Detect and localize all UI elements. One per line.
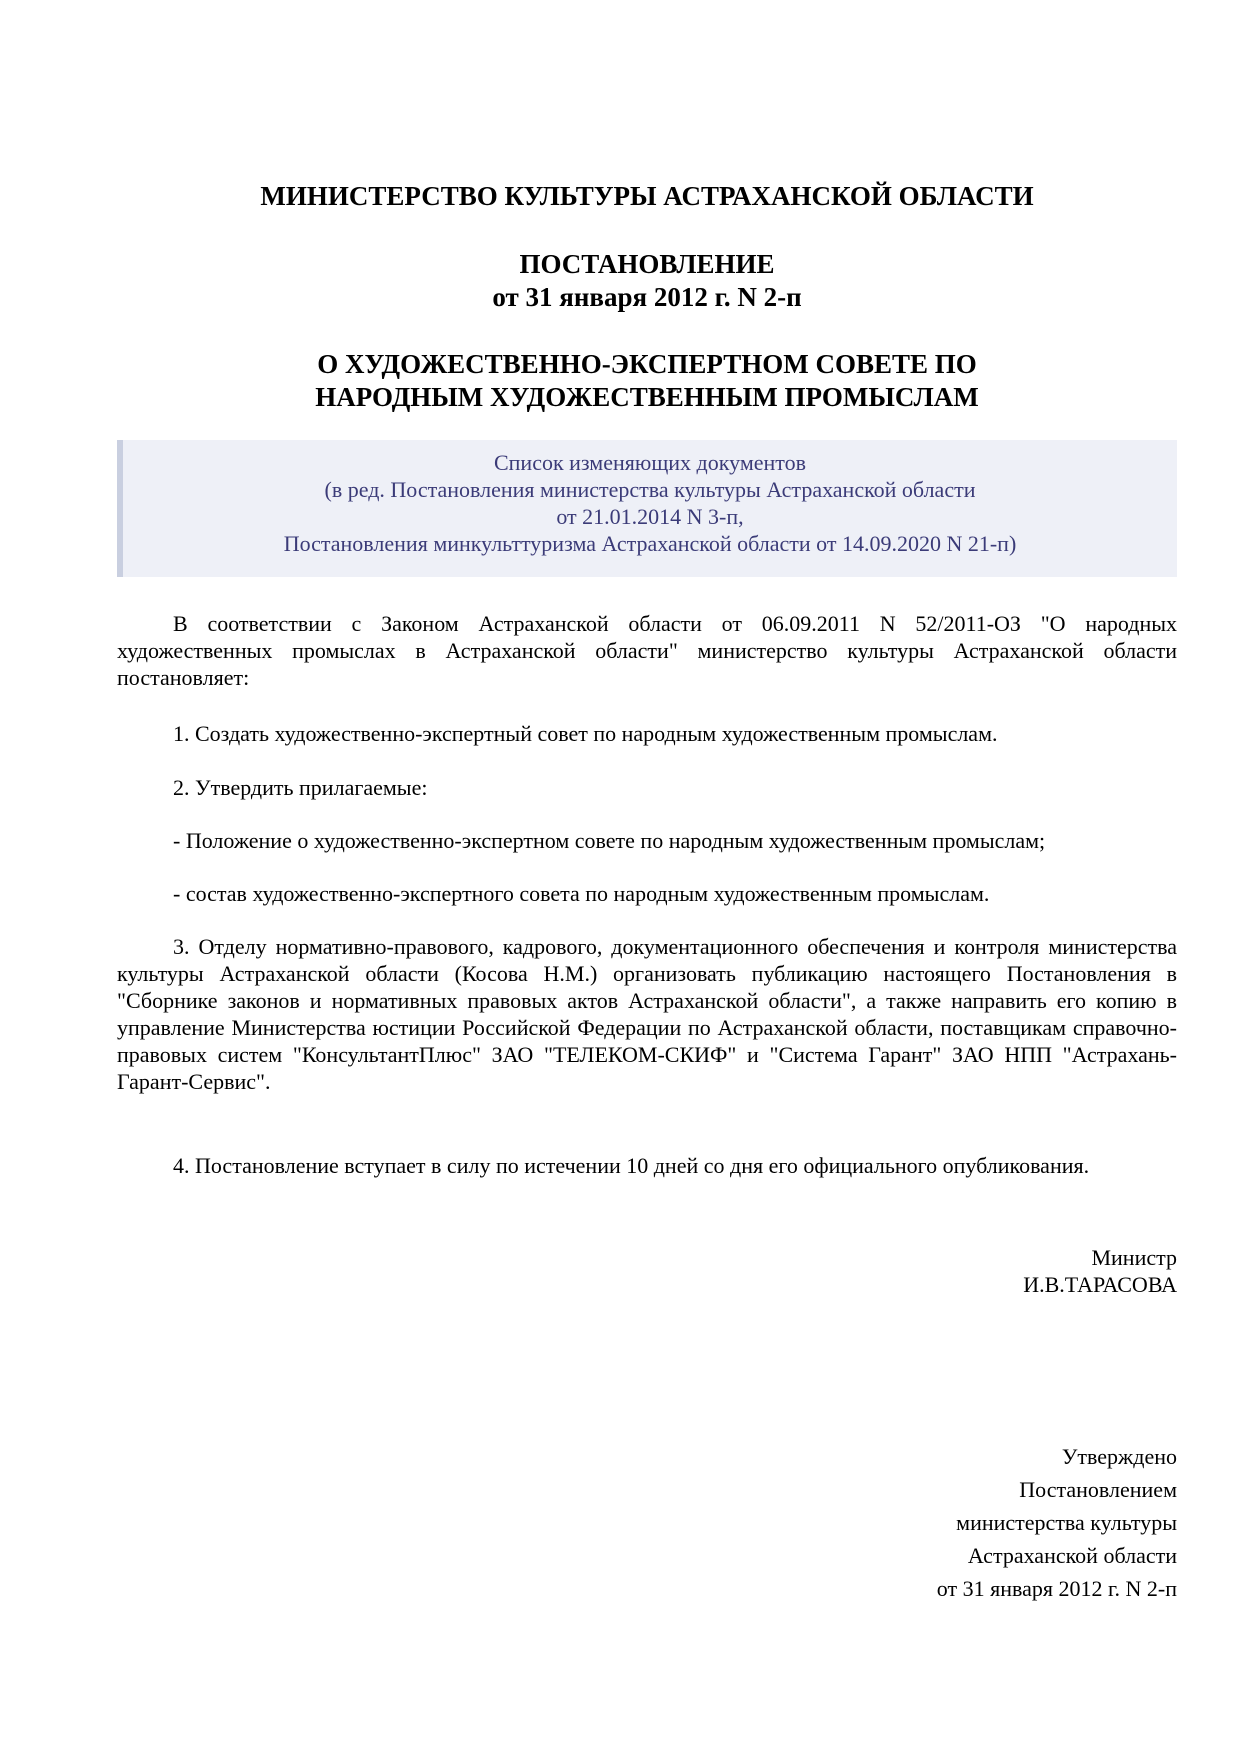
- signatory-position: Министр: [1091, 1245, 1177, 1270]
- clause-4: 4. Постановление вступает в силу по истечении 10 дней со дня его официального опубликования.: [173, 1153, 1090, 1178]
- approval-line-1: Утверждено: [1061, 1444, 1177, 1469]
- act-title-line-1: О ХУДОЖЕСТВЕННО-ЭКСПЕРТНОМ СОВЕТЕ ПО: [317, 349, 977, 379]
- amendments-line-2: от 21.01.2014 N 3-п,: [556, 504, 744, 529]
- ministry-heading: [117, 180, 1177, 213]
- act-title-line-2: НАРОДНЫМ ХУДОЖЕСТВЕННЫМ ПРОМЫСЛАМ: [315, 382, 979, 412]
- preamble-paragraph: В соответствии с Законом Астраханской области от 06.09.2011 N 52/2011-ОЗ "О народных художественных промыслах в Астраханской области" министерство культуры Астраханской области постановляет:: [117, 611, 1177, 690]
- amendments-line-1: (в ред. Постановления министерства культуры Астраханской области: [324, 477, 976, 502]
- clause-3: 3. Отделу нормативно-правового, кадрового, документационного обеспечения и контроля министерства культуры Астраханской области (Косова Н.М.) организовать публикацию настоящего Постановления в "Сборнике законов и нормативных правовых актов Астраханской области", а также направить его копию в управление Министерства юстиции Российской Федерации по Астраханской области, поставщикам справочно-правовых систем "КонсультантПлюс" ЗАО "ТЕЛЕКОМ-СКИФ" и "Система Гарант" ЗАО НПП "Астрахань-Гарант-Сервис".: [117, 934, 1177, 1094]
- amendments-box: [117, 440, 1177, 577]
- clause-2-list-item-2: - состав художественно-экспертного совета по народным художественным промыслам.: [173, 881, 990, 906]
- approval-line-5: от 31 января 2012 г. N 2-п: [936, 1576, 1177, 1601]
- approval-line-2: Постановлением: [1019, 1477, 1177, 1502]
- act-title-heading: [117, 348, 1177, 414]
- signature-block: [1023, 1244, 1177, 1298]
- act-date-number: от 31 января 2012 г. N 2-п: [492, 282, 802, 312]
- approval-stamp-block: [937, 1440, 1177, 1605]
- approval-line-3: министерства культуры: [956, 1510, 1177, 1535]
- signatory-name: И.В.ТАРАСОВА: [1023, 1272, 1177, 1297]
- ministry-name: МИНИСТЕРСТВО КУЛЬТУРЫ АСТРАХАНСКОЙ ОБЛАСТИ: [260, 181, 1034, 211]
- clause-2-list-item-1: - Положение о художественно-экспертном совете по народным художественным промыслам;: [173, 828, 1046, 853]
- act-type: ПОСТАНОВЛЕНИЕ: [519, 249, 775, 279]
- clause-1: 1. Создать художественно-экспертный совет по народным художественным промыслам.: [173, 721, 998, 746]
- act-type-heading: [117, 248, 1177, 314]
- clause-2: 2. Утвердить прилагаемые:: [173, 775, 428, 800]
- approval-line-4: Астраханской области: [967, 1543, 1177, 1568]
- amendments-caption: Список изменяющих документов: [493, 450, 806, 475]
- amendments-line-3: Постановления минкульттуризма Астраханской области от 14.09.2020 N 21-п): [283, 531, 1017, 556]
